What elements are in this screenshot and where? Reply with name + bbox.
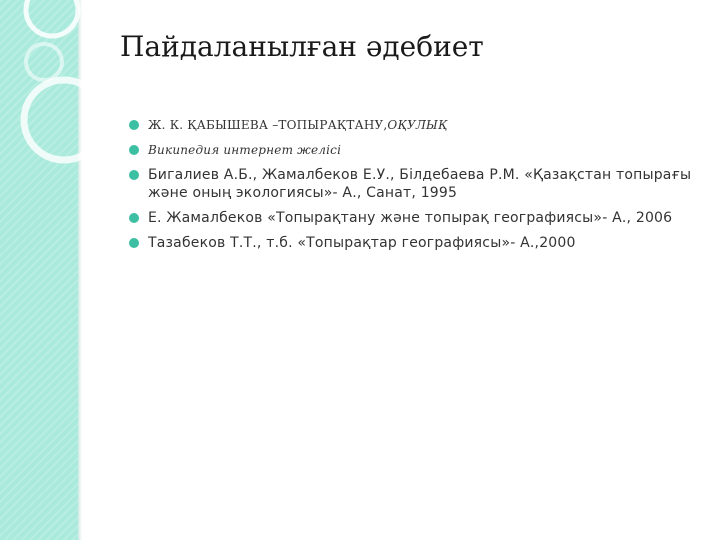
list-item [128, 116, 698, 134]
list-item [128, 166, 698, 202]
ring-middle [24, 80, 104, 160]
bibliography-list [128, 116, 698, 259]
ring-inner [26, 44, 62, 80]
bullet-icon [128, 144, 140, 156]
bullet-icon [128, 119, 140, 131]
decorative-rings [0, 0, 120, 540]
list-item-text: Е. Жамалбеков «Топырақтану және топырақ географиясы»- А., 2006 [148, 210, 673, 226]
slide-title: Пайдаланылған әдебиет [120, 30, 484, 63]
list-item-text: Ж. К. ҚАБЫШЕВА –ТОПЫРАҚТАНУ, [148, 118, 388, 132]
bullet-icon [128, 169, 140, 181]
bullet-icon [128, 237, 140, 249]
list-item-text-italic: ОҚУЛЫҚ [387, 118, 448, 132]
list-item-text: Бигалиев А.Б., Жамалбеков Е.У., Білдебаева Р.М. «Қазақстан топырағы және оның экологиясы»- А., Санат, 1995 [148, 167, 692, 201]
ring-top [26, 0, 78, 36]
list-item [128, 209, 698, 227]
list-item [128, 141, 698, 159]
list-item [128, 234, 698, 252]
list-item-text: Википедия интернет желісі [148, 143, 342, 157]
list-item-text: Тазабеков Т.Т., т.б. «Топырақтар географиясы»- А.,2000 [148, 235, 576, 251]
bullet-icon [128, 212, 140, 224]
